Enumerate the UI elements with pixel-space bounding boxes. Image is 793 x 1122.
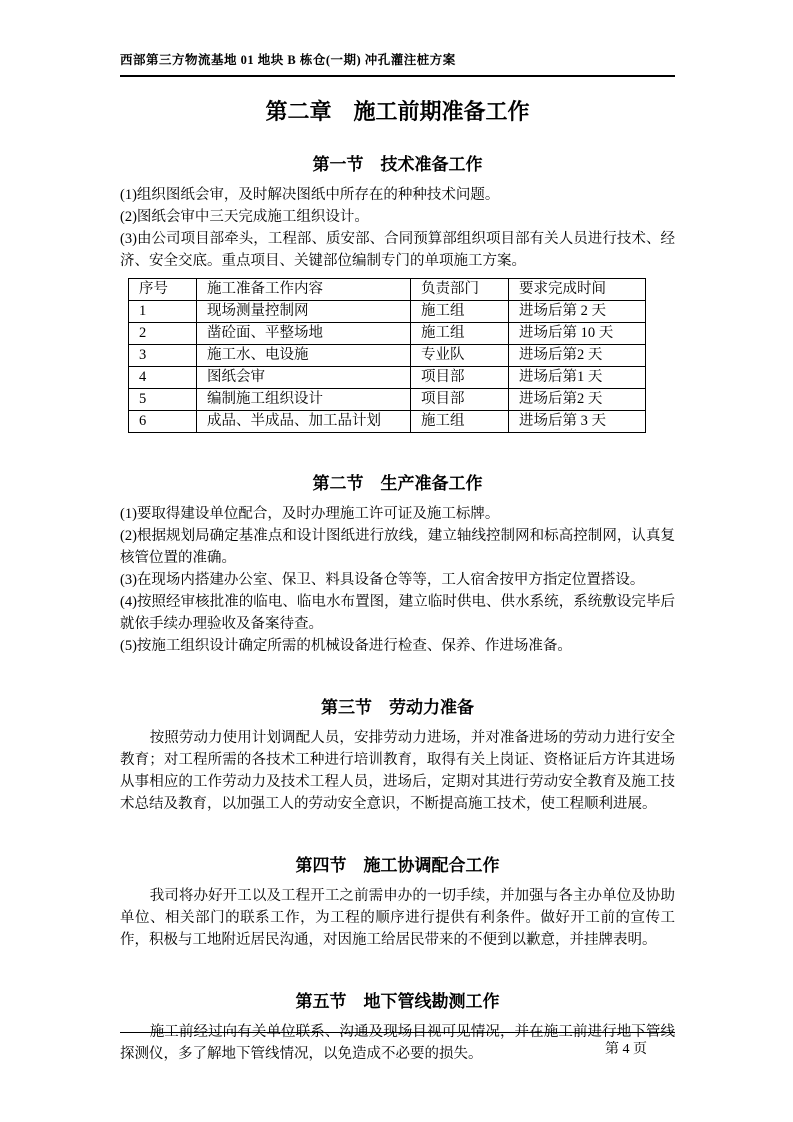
table-cell: 进场后第 2 天 (509, 301, 646, 323)
table-cell: 2 (129, 323, 197, 345)
section-coordination-work (120, 851, 675, 951)
paragraph: (3)由公司项目部牵头，工程部、质安部、合同预算部组织项目部有关人员进行技术、经济、安全交底。重点项目、关键部位编制专门的单项施工方案。 (120, 231, 675, 269)
chapter-title: 第二章 施工前期准备工作 (265, 99, 530, 124)
table-header-row (129, 279, 646, 301)
page-header (120, 50, 675, 77)
table-cell: 6 (129, 411, 197, 433)
table-cell: 施工组 (411, 323, 509, 345)
paragraph: (1)要取得建设单位配合，及时办理施工许可证及施工标牌。 (120, 506, 500, 522)
table-cell: 施工组 (411, 301, 509, 323)
table-cell: 专业队 (411, 345, 509, 367)
preparation-table (128, 278, 646, 433)
table-cell: 项目部 (411, 367, 509, 389)
paragraph: 施工前经过向有关单位联系、沟通及现场目视可见情况，并在施工前进行地下管线探测仪，多了解地下管线情况，以免造成不必要的损失。 (120, 1024, 675, 1062)
paragraph: (4)按照经审核批准的临电、临电水布置图，建立临时供电、供水系统，系统敷设完毕后就依手续办理验收及备案待查。 (120, 594, 675, 632)
section-3-heading: 第三节 劳动力准备 (321, 698, 474, 717)
table-cell: 进场后第2 天 (509, 389, 646, 411)
section-4-heading: 第四节 施工协调配合工作 (295, 856, 500, 875)
header-title: 西部第三方物流基地 01 地块 B 栋仓(一期) 冲孔灌注桩方案 (120, 53, 456, 67)
table-row (129, 323, 646, 345)
table-cell: 成品、半成品、加工品计划 (197, 411, 411, 433)
section-technical-preparation (120, 150, 675, 433)
paragraph: (3)在现场内搭建办公室、保卫、料具设备仓等等，工人宿舍按甲方指定位置搭设。 (120, 572, 645, 588)
table-cell: 进场后第1 天 (509, 367, 646, 389)
paragraph: (1)组织图纸会审，及时解决图纸中所存在的种种技术问题。 (120, 187, 500, 203)
table-header-cell: 要求完成时间 (509, 279, 646, 301)
table-cell: 图纸会审 (197, 367, 411, 389)
table-cell: 施工水、电设施 (197, 345, 411, 367)
page-number: 第 4 页 (605, 1042, 647, 1057)
table-cell: 4 (129, 367, 197, 389)
section-production-preparation (120, 469, 675, 657)
section-1-heading: 第一节 技术准备工作 (312, 155, 483, 174)
table-header-cell: 负责部门 (411, 279, 509, 301)
table-cell: 编制施工组织设计 (197, 389, 411, 411)
paragraph: (5)按施工组织设计确定所需的机械设备进行检查、保养、作进场准备。 (120, 638, 572, 654)
table-cell: 项目部 (411, 389, 509, 411)
table-header-cell: 施工准备工作内容 (197, 279, 411, 301)
table-row (129, 367, 646, 389)
table-row (129, 411, 646, 433)
page-footer (120, 1032, 675, 1058)
table-row (129, 345, 646, 367)
table-cell: 5 (129, 389, 197, 411)
paragraph: 我司将办好开工以及工程开工之前需申办的一切手续，并加强与各主办单位及协助单位、相关部门的联系工作，为工程的顺序进行提供有利条件。做好开工前的宣传工作，积极与工地附近居民沟通，对因施工给居民带来的不便到以歉意，并挂牌表明。 (120, 888, 675, 948)
table-cell: 凿砼面、平整场地 (197, 323, 411, 345)
table-cell: 现场测量控制网 (197, 301, 411, 323)
table-cell: 3 (129, 345, 197, 367)
table-cell: 施工组 (411, 411, 509, 433)
paragraph: (2)根据规划局确定基准点和设计图纸进行放线，建立轴线控制网和标高控制网，认真复核管位置的准确。 (120, 528, 675, 566)
table-row (129, 301, 646, 323)
table-cell: 1 (129, 301, 197, 323)
section-2-heading: 第二节 生产准备工作 (312, 474, 483, 493)
table-cell: 进场后第 3 天 (509, 411, 646, 433)
table-cell: 进场后第2 天 (509, 345, 646, 367)
paragraph: 按照劳动力使用计划调配人员，安排劳动力进场，并对准备进场的劳动力进行安全教育；对工程所需的各技术工种进行培训教育，取得有关上岗证、资格证后方许其进场从事相应的工作劳动力及技术工程人员，进场后，定期对其进行劳动安全教育及施工技术总结及教育，以加强工人的劳动安全意识，不断提高施工技术，使工程顺利进展。 (120, 730, 675, 812)
paragraph: (2)图纸会审中三天完成施工组织设计。 (120, 209, 369, 225)
table-row (129, 389, 646, 411)
section-labor-preparation (120, 693, 675, 815)
section-5-heading: 第五节 地下管线勘测工作 (295, 992, 500, 1011)
table-cell: 进场后第 10 天 (509, 323, 646, 345)
table-header-cell: 序号 (129, 279, 197, 301)
